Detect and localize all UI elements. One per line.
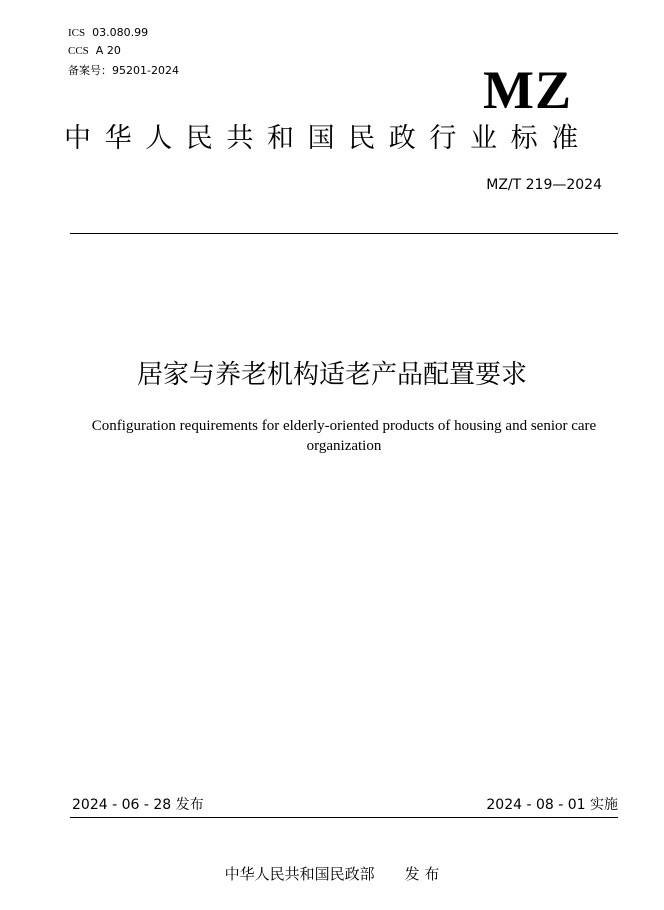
document-title-en: Configuration requirements for elderly-oriented products of housing and senior care organization bbox=[91, 418, 597, 454]
mz-logo: MZ bbox=[483, 60, 572, 120]
ccs-label: CCS bbox=[68, 45, 89, 57]
standard-category-title: 中华人民共和国民政行业标准 bbox=[64, 123, 592, 154]
ccs-code bbox=[68, 44, 121, 58]
top-divider bbox=[70, 233, 618, 234]
ccs-value: A 20 bbox=[95, 44, 121, 57]
issuer-line bbox=[0, 864, 664, 884]
ics-value: 03.080.99 bbox=[92, 26, 149, 39]
ics-label: ICS bbox=[68, 27, 86, 39]
standard-number: MZ/T 219—2024 bbox=[486, 177, 602, 193]
document-title-cn: 居家与养老机构适老产品配置要求 bbox=[136, 360, 527, 390]
ics-code bbox=[68, 26, 148, 40]
issuer-name: 中华人民共和国民政部 bbox=[224, 865, 375, 883]
bottom-divider bbox=[70, 817, 618, 818]
effective-date: 2024 - 08 - 01 实施 bbox=[486, 797, 618, 813]
publish-date: 2024 - 06 - 28 发布 bbox=[72, 797, 204, 813]
registration-number: 备案号：95201-2024 bbox=[68, 64, 179, 77]
issue-label: 发 布 bbox=[404, 865, 440, 883]
